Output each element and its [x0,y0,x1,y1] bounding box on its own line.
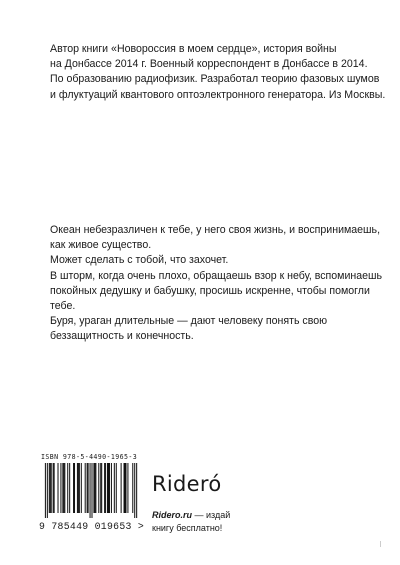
book-excerpt [50,223,383,345]
barcode-bar [107,463,108,513]
barcode-bar [74,463,75,513]
barcode-bar [105,463,106,513]
excerpt-line: Может сделать с тобой, что захочет. [50,254,229,267]
barcode-bar [136,463,137,518]
barcode-bar [88,463,89,513]
barcode-bar [104,463,105,513]
publisher-tagline [152,509,252,535]
barcode-bar [77,463,78,513]
author-bio [50,42,386,103]
barcode-bar [127,463,128,513]
barcode-bar [124,463,125,513]
barcode-bar [62,463,63,513]
barcode-bar [67,463,68,513]
excerpt-line: как живое существо. [50,239,152,252]
author-bio-line: и флуктуаций квантового оптоэлектронного генератора. Из Москвы. [50,88,386,101]
barcode-bar [78,463,79,513]
corner-mark [380,541,381,547]
tagline-text: — издай [192,510,231,520]
barcode-bar [108,463,109,513]
barcode-bar [134,463,135,518]
barcode-bar [47,463,48,518]
publisher-site: Ridero.ru [152,510,193,520]
barcode-bar [51,463,52,513]
tagline-text-line2: книгу бесплатно! [152,523,223,533]
barcode-bar [101,463,102,513]
barcode-bar [109,463,110,513]
barcode-bar [63,463,64,513]
barcode-bar [49,463,50,513]
barcode-bar [50,463,51,513]
excerpt-line: В шторм, когда очень плохо, обращаешь взор к небу, вспоминаешь [50,269,383,282]
barcode-bar [87,463,88,513]
barcode-bar [53,463,54,513]
barcode-bar [132,463,133,513]
barcode-bar [79,463,80,513]
barcode-bar [60,463,61,513]
barcode-bar [95,463,96,513]
barcode-bar [121,463,122,513]
barcode-bar [58,463,59,513]
barcode-bar [54,463,55,513]
excerpt-line: Буря, ураган длительные — дают человеку понять свою [50,315,328,328]
barcode-bar [111,463,112,513]
ridero-logo: Rideró [152,472,222,496]
author-bio-line: на Донбассе 2014 г. Военный корреспондент в Донбассе в 2014. [50,58,368,71]
excerpt-line: тебе. [50,300,76,313]
barcode-bar [100,463,101,513]
barcode-bar [93,463,94,513]
barcode-bar [64,463,65,513]
excerpt-line: беззащитность и конечность. [50,330,194,343]
barcode-bar [85,463,86,513]
barcode-bar [124,463,125,513]
barcode-bar [73,463,74,513]
author-bio-line: По образованию радиофизик. Разработал теорию фазовых шумов [50,73,380,86]
isbn-label: ISBN 978-5-4490-1965-3 [41,453,138,461]
barcode-bar [125,463,126,513]
excerpt-line: покойных дедушку и бабушку, просишь искренне, чтобы помогли [50,284,370,297]
barcode-bar [98,463,99,513]
barcode-bar [45,463,46,518]
isbn-barcode [41,463,141,518]
barcode-digits: 9 785449 019653 > [39,521,145,532]
author-bio-line: Автор книги «Новороссия в моем сердце», история войны [50,43,337,55]
barcode-bar [114,463,115,513]
excerpt-line: Океан небезразличен к тебе, у него своя жизнь, и воспринимаешь, [50,224,381,236]
barcode-bar [81,463,82,513]
barcode-bar [69,463,70,513]
barcode-bar [94,463,95,513]
barcode-bar [116,463,117,513]
barcode-bar [90,463,91,518]
barcode-bar [91,463,92,518]
